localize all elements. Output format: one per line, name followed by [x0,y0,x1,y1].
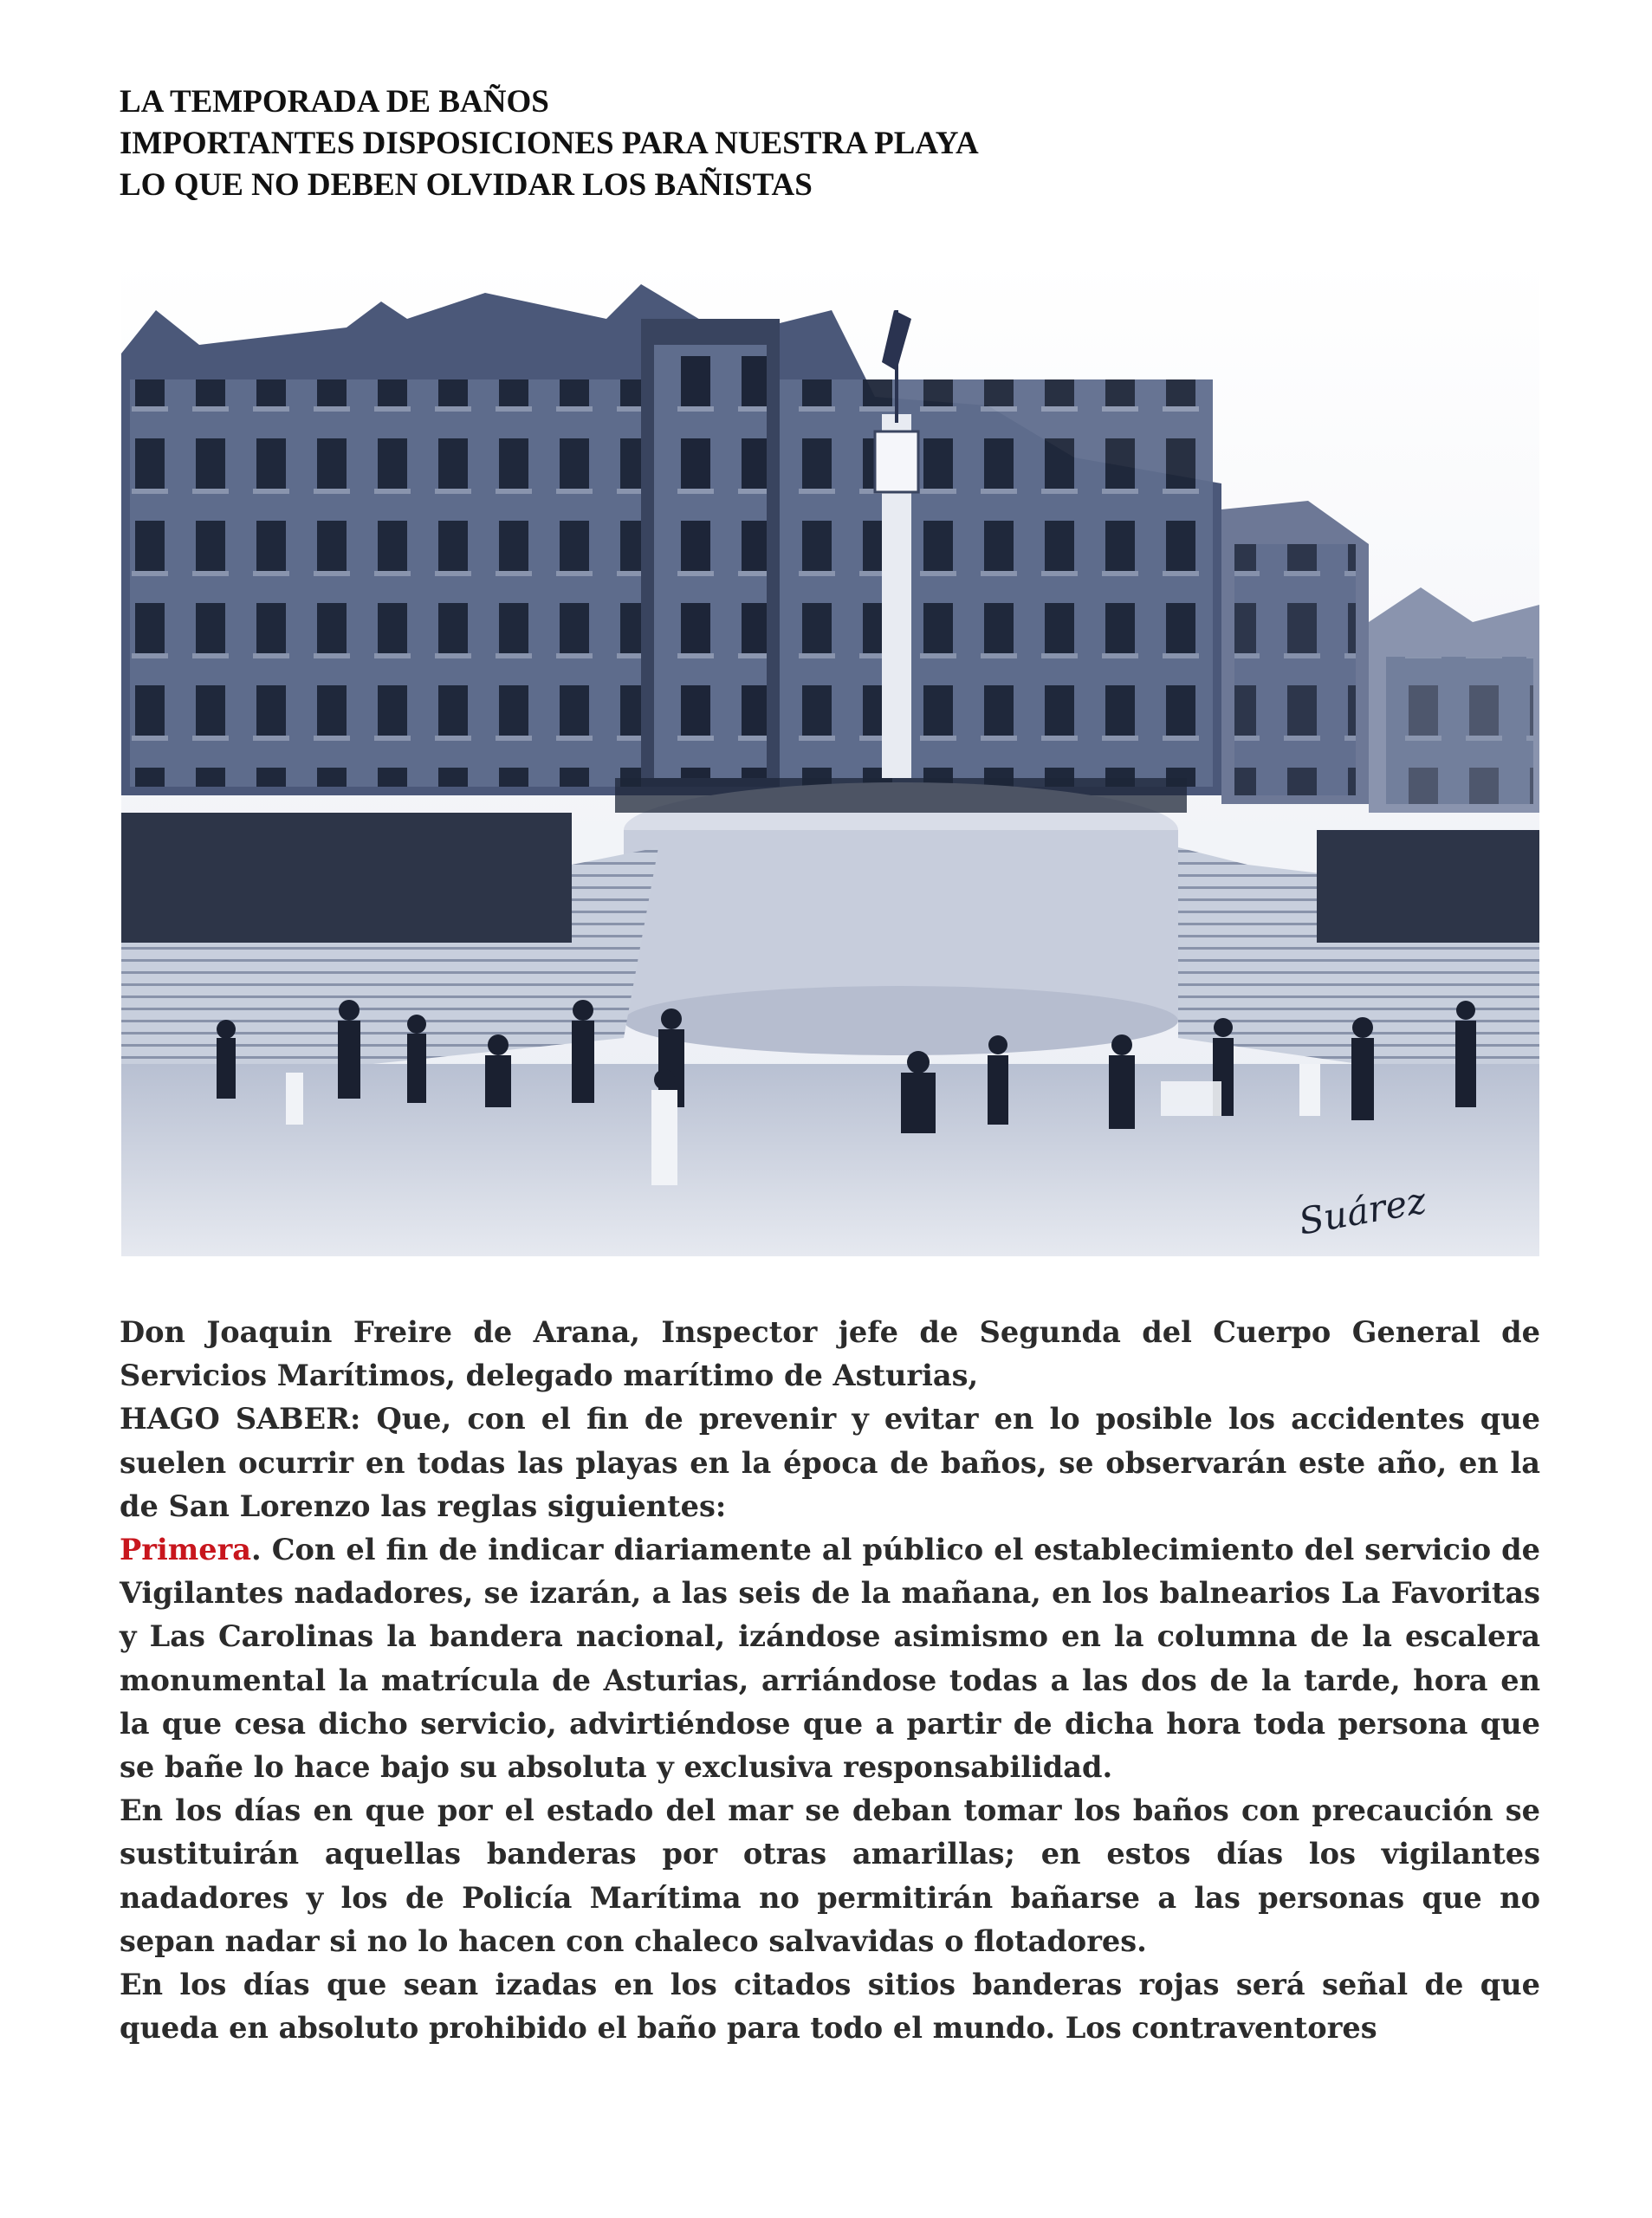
rule-1-label: Primera [120,1532,252,1567]
headline-2: IMPORTANTES DISPOSICIONES PARA NUESTRA PLAYA [120,126,979,161]
photo-signature: Suárez [1295,1178,1429,1243]
rule-1-text: . Con el fin de indicar diariamente al público el establecimiento del servicio de Vigilantes nadadores, se izarán, a las seis de la mañana, en los balnearios La Favoritas y Las Carolinas la bandera nacional, izándose asimismo en la columna de la escalera monumental la matrícula de Asturias, arriándose todas a las dos de la tarde, hora en la que cesa dicho servicio, advirtiéndose que a partir de dicha hora toda persona que se bañe lo hace bajo su absoluta y exclusiva responsabilidad. [120,1532,1540,1785]
caution-paragraph: En los días en que por el estado del mar se deban tomar los baños con precaución se sustituirán aquellas banderas por otras amarillas; en estos días los vigilantes nadadores y los de Policía Marítima no permitirán bañarse a las personas que no sepan nadar si no lo hacen con chaleco salvavidas o flotadores. [120,1793,1540,1958]
hago-saber-paragraph: HAGO SABER: Que, con el fin de prevenir y evitar en lo posible los accidentes que suelen ocurrir en todas las playas en la época de baños, se observarán este año, en la de San Lorenzo las reglas siguientes: [120,1401,1540,1523]
headline-block [120,81,1540,206]
historic-beach-photo [121,258,1539,1256]
rule-1-paragraph [120,1527,1540,1788]
intro-paragraph: Don Joaquin Freire de Arana, Inspector jefe de Segunda del Cuerpo General de Servicios Marítimos, delegado marítimo de Asturias, [120,1314,1540,1393]
headline-3: LO QUE NO DEBEN OLVIDAR LOS BAÑISTAS [120,167,813,203]
photo-illustration [121,258,1539,1256]
headline-1: LA TEMPORADA DE BAÑOS [120,84,549,120]
red-flag-paragraph: En los días que sean izadas en los citados sitios banderas rojas será señal de que queda en absoluto prohibido el baño para todo el mundo. Los contraventores [120,1967,1540,2046]
decree-text [120,1310,1540,2049]
